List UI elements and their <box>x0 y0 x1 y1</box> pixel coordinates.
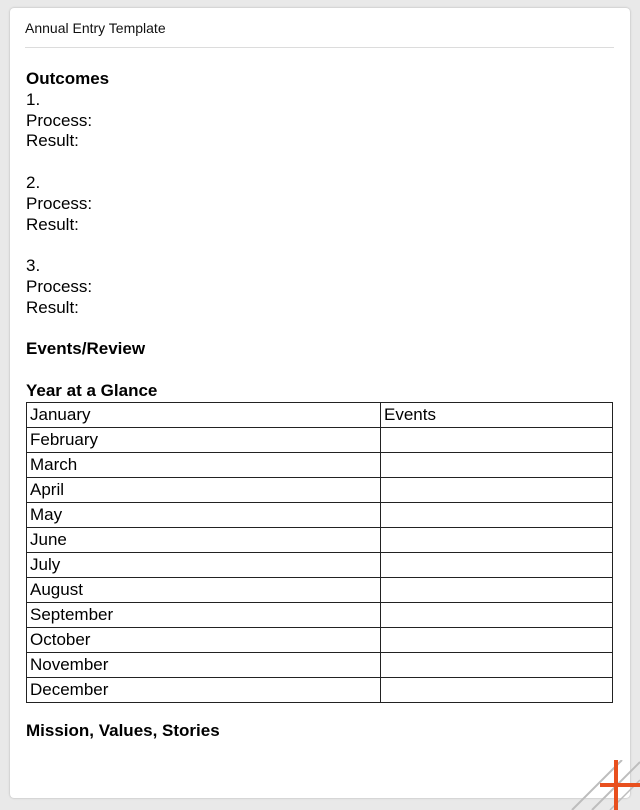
events-cell[interactable] <box>381 477 613 502</box>
blank-line <box>26 235 616 256</box>
month-cell[interactable]: January <box>27 402 381 427</box>
outcome-1-process: Process: <box>26 110 93 130</box>
events-cell[interactable] <box>381 502 613 527</box>
blank-line <box>26 152 616 173</box>
events-cell[interactable] <box>381 577 613 602</box>
month-cell[interactable]: October <box>27 627 381 652</box>
blank-line <box>26 319 616 340</box>
year-at-glance-table <box>26 402 613 703</box>
table-row <box>27 602 613 627</box>
table-row <box>27 577 613 602</box>
outcome-2-process: Process: <box>26 193 93 213</box>
outcome-3-number: 3. <box>26 256 41 276</box>
events-header-cell[interactable]: Events <box>381 402 613 427</box>
document-card <box>10 8 630 798</box>
table-row <box>27 502 613 527</box>
month-cell[interactable]: June <box>27 527 381 552</box>
month-cell[interactable]: November <box>27 652 381 677</box>
events-review-heading: Events/Review <box>26 339 146 359</box>
events-cell[interactable] <box>381 677 613 702</box>
table-row <box>27 427 613 452</box>
mission-heading: Mission, Values, Stories <box>26 720 220 740</box>
table-row <box>27 552 613 577</box>
table-row <box>27 627 613 652</box>
table-row <box>27 527 613 552</box>
add-plus-icon[interactable] <box>570 760 640 810</box>
title-divider <box>25 47 614 48</box>
month-cell[interactable]: April <box>27 477 381 502</box>
outcome-3-result: Result: <box>26 297 79 317</box>
month-cell[interactable]: September <box>27 602 381 627</box>
events-cell[interactable] <box>381 652 613 677</box>
outcome-1-result: Result: <box>26 131 79 151</box>
outcome-1-number: 1. <box>26 89 41 109</box>
document-title: Annual Entry Template <box>25 20 166 36</box>
table-row <box>27 402 613 427</box>
document-body[interactable] <box>26 69 616 742</box>
events-cell[interactable] <box>381 527 613 552</box>
month-cell[interactable]: May <box>27 502 381 527</box>
month-cell[interactable]: July <box>27 552 381 577</box>
year-at-glance-heading: Year at a Glance <box>26 380 158 400</box>
table-row <box>27 477 613 502</box>
blank-line <box>26 360 616 381</box>
outcome-2-number: 2. <box>26 172 41 192</box>
outcome-3-process: Process: <box>26 276 93 296</box>
table-row <box>27 652 613 677</box>
events-cell[interactable] <box>381 427 613 452</box>
events-cell[interactable] <box>381 452 613 477</box>
events-cell[interactable] <box>381 552 613 577</box>
outcomes-heading: Outcomes <box>26 69 110 88</box>
plus-horizontal <box>600 783 640 787</box>
table-row <box>27 452 613 477</box>
events-cell[interactable] <box>381 602 613 627</box>
events-cell[interactable] <box>381 627 613 652</box>
month-cell[interactable]: August <box>27 577 381 602</box>
table-row <box>27 677 613 702</box>
month-cell[interactable]: December <box>27 677 381 702</box>
month-cell[interactable]: March <box>27 452 381 477</box>
month-cell[interactable]: February <box>27 427 381 452</box>
outcome-2-result: Result: <box>26 214 79 234</box>
